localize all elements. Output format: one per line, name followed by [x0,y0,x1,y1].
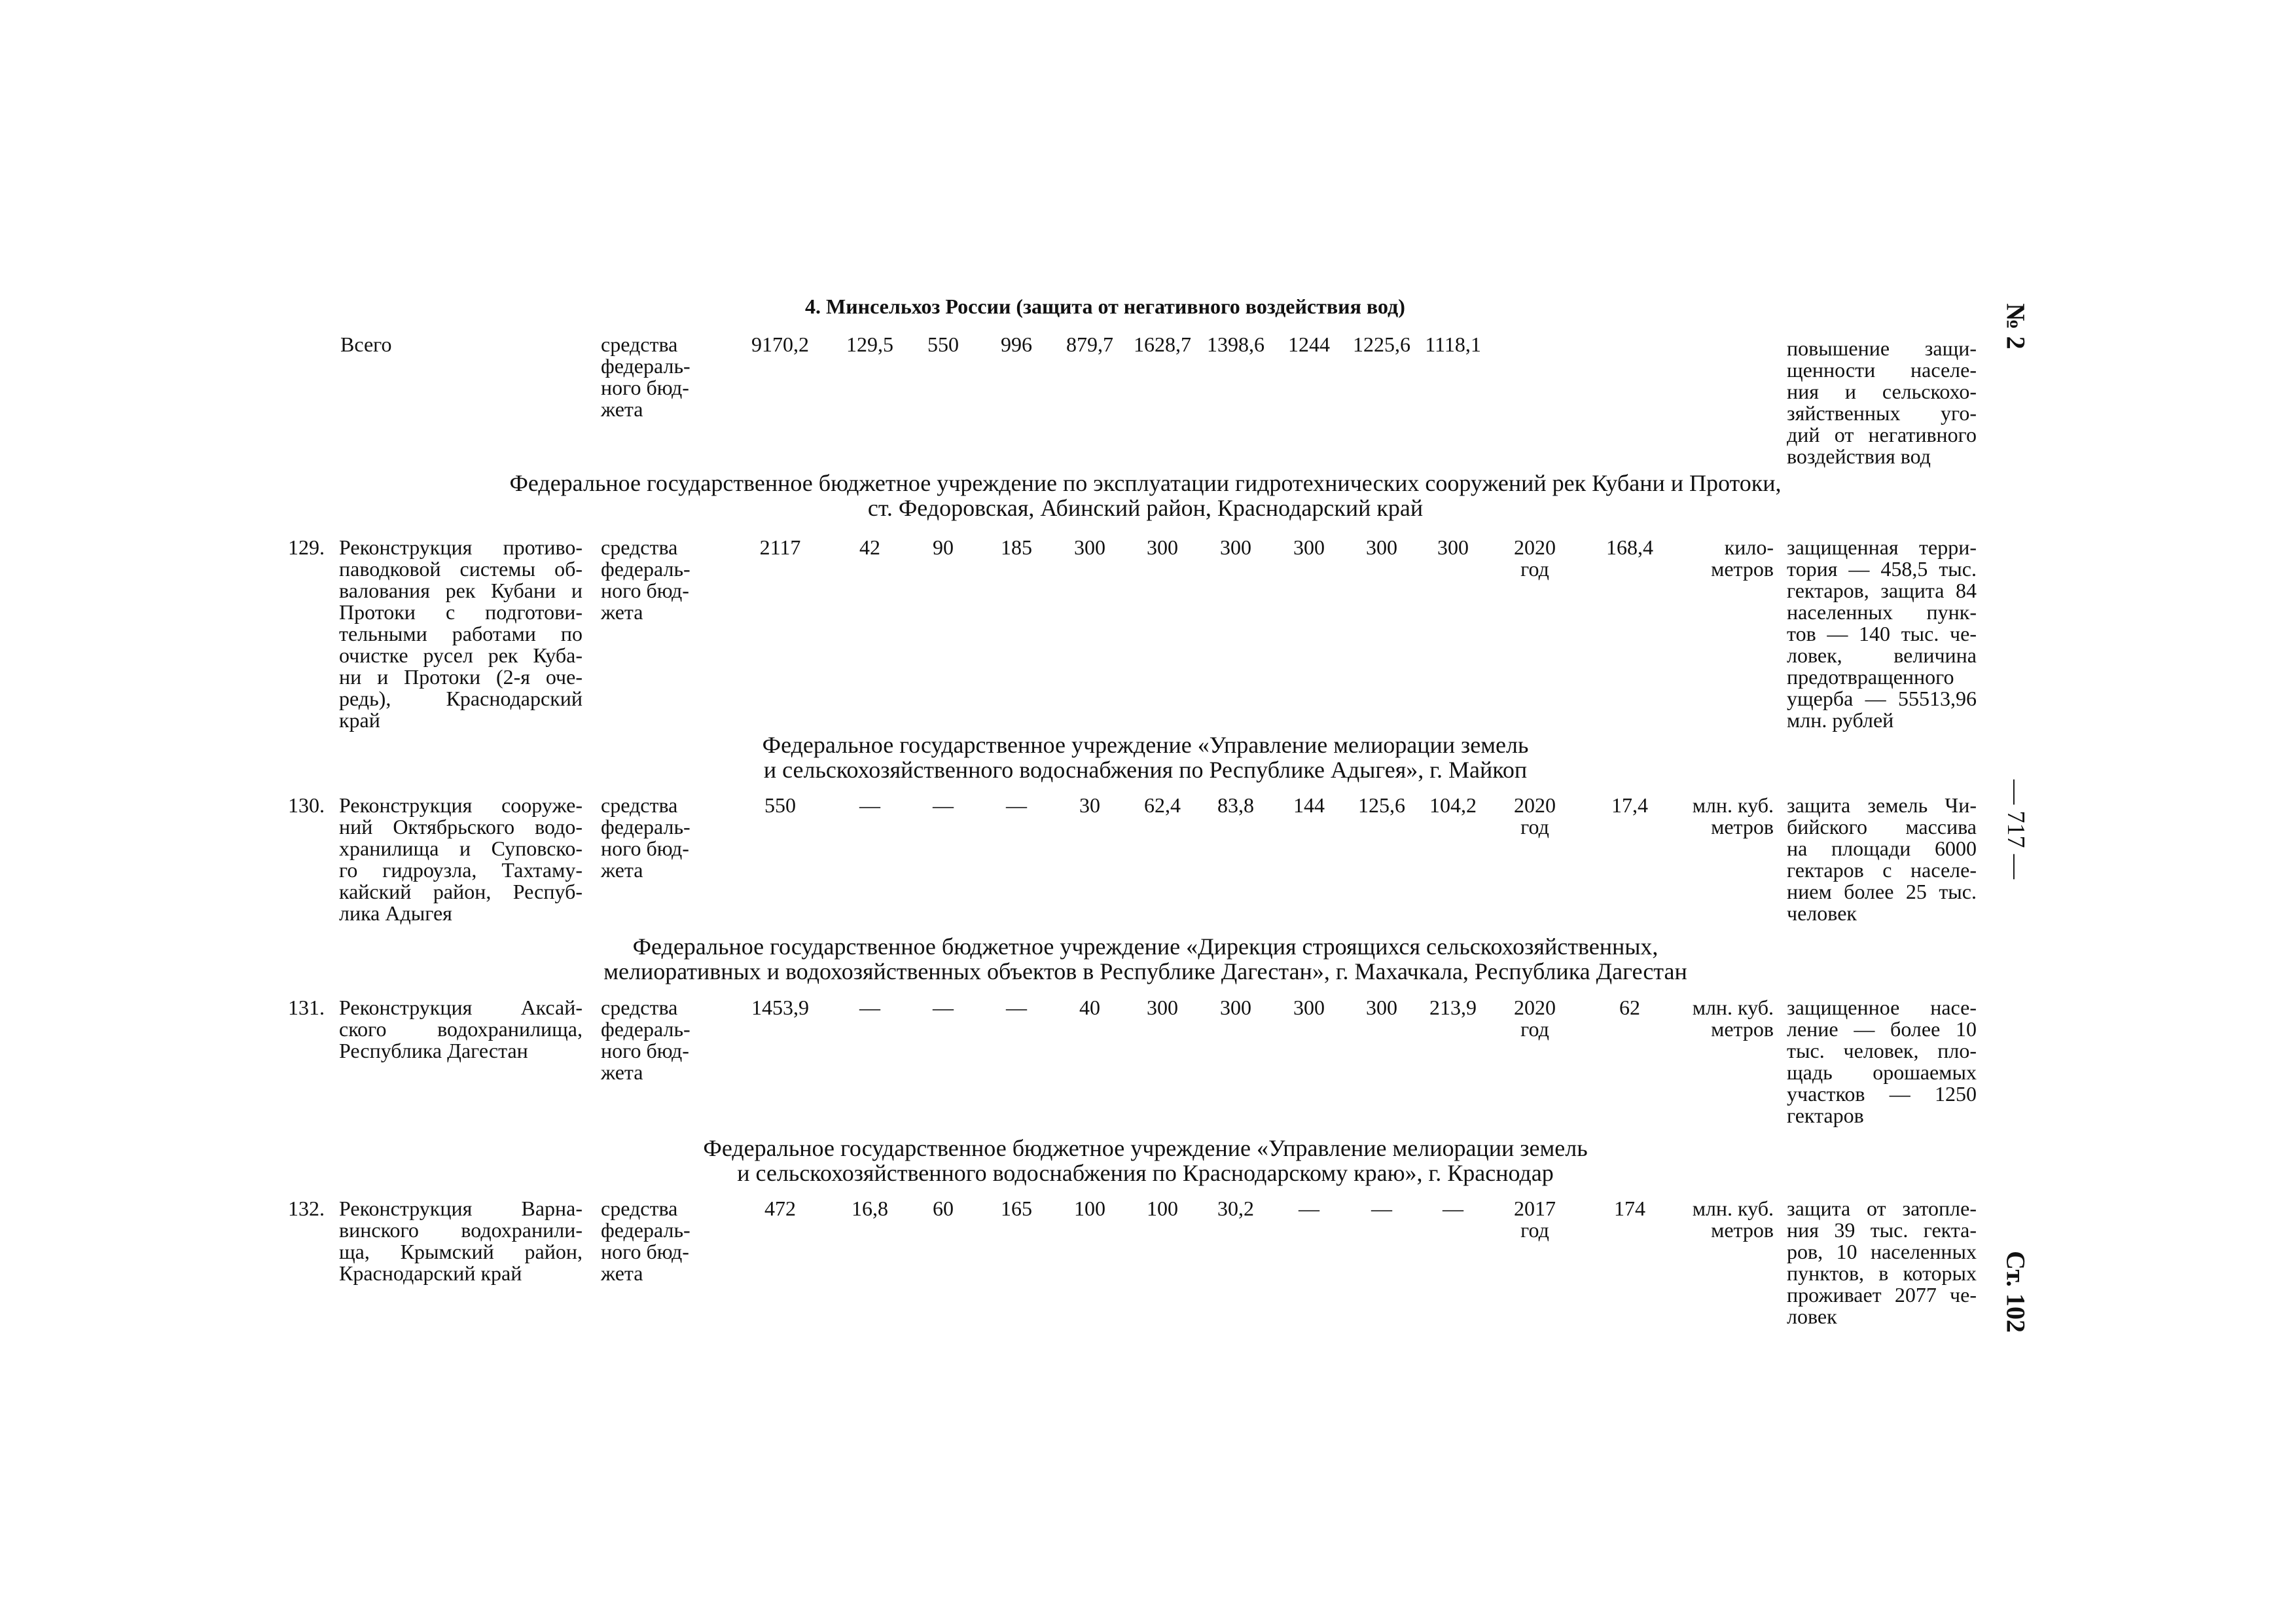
org-heading: и сельскохозяйственного водоснабжения по Краснодарскому краю», г. Краснодар [737,1160,1554,1186]
total-funding-source-line: жета [601,397,643,421]
project-name [339,537,583,731]
total-funding-source [601,334,706,420]
completion-year-line: год [1520,815,1549,839]
capacity-value: 17,4 [1611,793,1648,817]
row-value: 165 [1001,1197,1032,1220]
project-name-line: паводковой системы об- [339,557,583,581]
row-value: 300 [1220,535,1251,559]
capacity-value: 62 [1619,996,1640,1019]
project-name-line: ни и Протоки (2-я оче- [339,665,583,689]
completion-year-line: 2020 [1514,996,1556,1019]
project-name-line: край [339,708,380,732]
completion-year-line: год [1520,1218,1549,1242]
project-name-line: Реконструкция Варна- [339,1197,583,1220]
org-heading: Федеральное государственное учреждение «Управление мелиорации земель [762,732,1529,758]
funding-source-line: ного бюд- [601,837,689,860]
expected-result [1787,997,1977,1127]
funding-source-line: средства [601,535,678,559]
funding-source-line: федераль- [601,557,691,581]
expected-result-line: щадь орошаемых [1787,1060,1977,1084]
expected-result-line: населенных пунк- [1787,600,1977,624]
capacity-unit-line: млн. куб. [1692,996,1774,1019]
row-value: 300 [1437,535,1469,559]
project-name-line: тельными работами по [339,622,583,645]
capacity-unit-line: метров [1711,815,1774,839]
project-name-line: го гидроузла, Тахтаму- [339,858,583,882]
funding-source-line: средства [601,793,678,817]
expected-result-line: бийского массива [1787,815,1977,839]
expected-result-line: нием более 25 тыс. [1787,880,1977,903]
row-value: 472 [764,1197,796,1220]
org-heading: ст. Федоровская, Абинский район, Краснодарский край [867,495,1424,521]
capacity-unit [1676,1198,1774,1241]
row-value: — [933,996,954,1019]
row-value: 1453,9 [751,996,809,1019]
total-result-line: ния и сельскохо- [1787,380,1977,403]
completion-year-line: год [1520,557,1549,581]
expected-result [1787,537,1977,731]
expected-result-line: тыс. человек, пло- [1787,1039,1977,1062]
expected-result-line: ния 39 тыс. гекта- [1787,1218,1977,1242]
expected-result-line: защита земель Чи- [1787,793,1977,817]
completion-year [1499,795,1571,838]
completion-year-line: 2020 [1514,793,1556,817]
funding-source [601,1198,706,1284]
completion-year [1499,997,1571,1040]
total-value: 1244 [1288,333,1330,356]
completion-year [1499,537,1571,580]
side-article-number: Ст. 102 [2001,1251,2031,1333]
row-value: 60 [933,1197,954,1220]
project-name-line: лика Адыгея [339,901,452,925]
expected-result-line: защищенная терри- [1787,535,1977,559]
expected-result-line: человек [1787,901,1857,925]
org-heading: Федеральное государственное бюджетное учреждение «Управление мелиорации земель [703,1135,1588,1161]
expected-result [1787,795,1977,924]
row-number: 129. [288,535,325,559]
row-value: — [1443,1197,1463,1220]
expected-result-line: участков — 1250 [1787,1082,1977,1106]
project-name-line: Реконструкция Аксай- [339,996,583,1019]
funding-source-line: средства [601,996,678,1019]
section-title: 4. Минсельхоз России (защита от негативного воздействия вод) [805,295,1405,318]
expected-result-line: на площади 6000 [1787,837,1977,860]
funding-source-line: ного бюд- [601,1240,689,1263]
row-value: 2117 [759,535,801,559]
expected-result-line: тов — 140 тыс. че- [1787,622,1977,645]
funding-source-line: федераль- [601,815,691,839]
org-heading: Федеральное государственное бюджетное учреждение «Дирекция строящихся сельскохозяйственных, [632,933,1659,960]
capacity-unit-line: млн. куб. [1692,793,1774,817]
row-number: 131. [288,996,325,1019]
row-value: 16,8 [852,1197,888,1220]
project-name [339,997,583,1062]
funding-source [601,537,706,623]
row-number: 130. [288,793,325,817]
expected-result-line: гектаров [1787,1104,1864,1127]
row-value: — [1371,1197,1392,1220]
expected-result-line: ление — более 10 [1787,1017,1977,1041]
total-value: 1118,1 [1425,333,1481,356]
row-value: 100 [1074,1197,1105,1220]
total-value: 996 [1001,333,1032,356]
total-funding-source-line: ного бюд- [601,376,689,399]
funding-source [601,795,706,881]
total-funding-source-line: федераль- [601,354,691,378]
capacity-unit-line: метров [1711,1017,1774,1041]
capacity-unit-line: кило- [1724,535,1774,559]
row-value: 62,4 [1144,793,1181,817]
project-name-line: валования рек Кубани и [339,579,583,602]
total-funding-source-line: средства [601,333,678,356]
row-value: — [1006,793,1027,817]
project-name-line: редь), Краснодарский [339,687,583,710]
project-name-line: Республика Дагестан [339,1039,528,1062]
row-value: 300 [1074,535,1105,559]
total-result [1787,338,1977,467]
expected-result-line: ущерба — 55513,96 [1787,687,1977,710]
project-name-line: винского водохранили- [339,1218,583,1242]
funding-source-line: средства [601,1197,678,1220]
expected-result-line: гектаров, защита 84 [1787,579,1977,602]
capacity-value: 174 [1614,1197,1645,1220]
row-value: 300 [1366,535,1397,559]
expected-result-line: предотвращенного [1787,665,1954,689]
row-value: — [859,793,880,817]
row-value: 300 [1293,996,1325,1019]
funding-source-line: ного бюд- [601,1039,689,1062]
row-value: 104,2 [1429,793,1477,817]
expected-result [1787,1198,1977,1327]
total-label: Всего [340,333,392,356]
expected-result-line: проживает 2077 че- [1787,1283,1977,1307]
row-value: 144 [1293,793,1325,817]
total-result-line: зяйственных уго- [1787,401,1977,425]
project-name-line: Реконструкция сооруже- [339,793,583,817]
completion-year-line: 2020 [1514,535,1556,559]
total-result-line: повышение защи- [1787,336,1977,360]
completion-year-line: 2017 [1514,1197,1556,1220]
row-value: — [859,996,880,1019]
total-result-line: дий от негативного [1787,423,1977,446]
project-name-line: ского водохранилища, [339,1017,583,1041]
project-name [339,1198,583,1284]
project-name [339,795,583,924]
funding-source-line: жета [601,600,643,624]
row-value: 300 [1366,996,1397,1019]
funding-source [601,997,706,1083]
project-name-line: Краснодарский край [339,1261,522,1285]
project-name-line: кайский район, Респуб- [339,880,583,903]
project-name-line: ща, Крымский район, [339,1240,583,1263]
funding-source-line: федераль- [601,1218,691,1242]
expected-result-line: тория — 458,5 тыс. [1787,557,1977,581]
row-value: 300 [1293,535,1325,559]
expected-result-line: ловек, величина [1787,643,1977,667]
row-value: — [1299,1197,1319,1220]
row-value: 300 [1147,996,1178,1019]
capacity-value: 168,4 [1606,535,1653,559]
completion-year-line: год [1520,1017,1549,1041]
completion-year [1499,1198,1571,1241]
expected-result-line: млн. рублей [1787,708,1894,732]
project-name-line: Реконструкция противо- [339,535,583,559]
project-name-line: Протоки с подготови- [339,600,583,624]
total-value: 129,5 [846,333,893,356]
row-value: 83,8 [1217,793,1254,817]
funding-source-line: ного бюд- [601,579,689,602]
row-value: 42 [859,535,880,559]
expected-result-line: ров, 10 населенных [1787,1240,1977,1263]
org-heading: Федеральное государственное бюджетное учреждение по эксплуатации гидротехнических сооружений рек Кубани и Протоки, [509,470,1782,496]
total-value: 879,7 [1066,333,1113,356]
row-value: 300 [1147,535,1178,559]
total-result-line: воздействия вод [1787,444,1931,468]
total-value: 9170,2 [751,333,809,356]
expected-result-line: пунктов, в которых [1787,1261,1977,1285]
project-name-line: очистке русел рек Куба- [339,643,583,667]
row-value: 213,9 [1429,996,1477,1019]
funding-source-line: жета [601,858,643,882]
expected-result-line: гектаров с населе- [1787,858,1977,882]
row-number: 132. [288,1197,325,1220]
row-value: 30,2 [1217,1197,1254,1220]
capacity-unit-line: метров [1711,1218,1774,1242]
capacity-unit [1676,795,1774,838]
org-heading: и сельскохозяйственного водоснабжения по Республике Адыгея», г. Майкоп [763,757,1528,783]
funding-source-line: федераль- [601,1017,691,1041]
expected-result-line: защита от затопле- [1787,1197,1977,1220]
row-value: 40 [1079,996,1100,1019]
row-value: — [933,793,954,817]
funding-source-line: жета [601,1060,643,1084]
capacity-unit [1676,997,1774,1040]
project-name-line: хранилища и Суповско- [339,837,583,860]
org-heading: мелиоративных и водохозяйственных объектов в Республике Дагестан», г. Махачкала, Республика Дагестан [603,958,1687,984]
capacity-unit [1676,537,1774,580]
total-value: 1225,6 [1353,333,1410,356]
total-result-line: щенности населе- [1787,358,1977,382]
row-value: 185 [1001,535,1032,559]
row-value: — [1006,996,1027,1019]
total-value: 550 [927,333,959,356]
row-value: 30 [1079,793,1100,817]
capacity-unit-line: млн. куб. [1692,1197,1774,1220]
row-value: 100 [1147,1197,1178,1220]
funding-source-line: жета [601,1261,643,1285]
row-value: 125,6 [1358,793,1405,817]
expected-result-line: ловек [1787,1305,1837,1328]
total-value: 1628,7 [1134,333,1191,356]
row-value: 300 [1220,996,1251,1019]
expected-result-line: защищенное насе- [1787,996,1977,1019]
side-issue-number: № 2 [2001,303,2031,350]
capacity-unit-line: метров [1711,557,1774,581]
project-name-line: ний Октябрьского водо- [339,815,583,839]
row-value: 550 [764,793,796,817]
side-page-number: — 717 — [2002,780,2030,879]
row-value: 90 [933,535,954,559]
total-value: 1398,6 [1207,333,1265,356]
